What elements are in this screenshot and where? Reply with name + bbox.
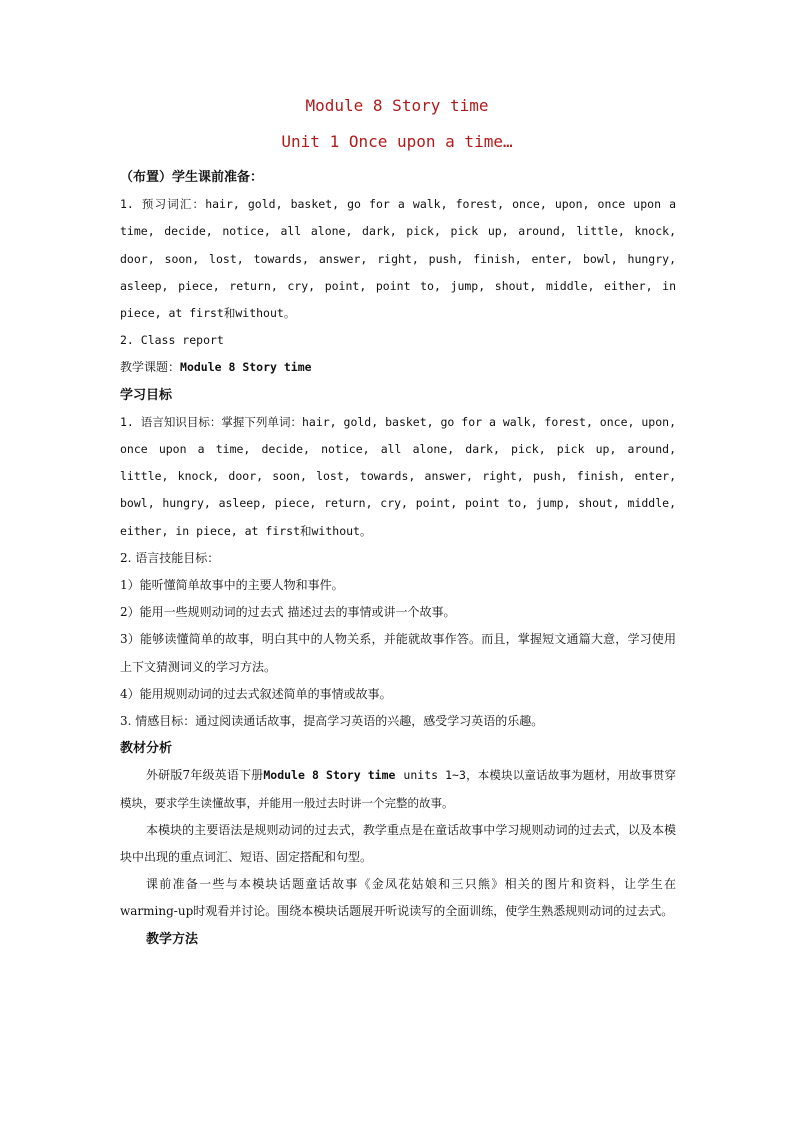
- module-title: Module 8 Story time: [305, 96, 489, 115]
- skill-item-1: 1）能听懂简单故事中的主要人物和事件。: [120, 578, 344, 593]
- analysis-heading: 教材分析: [120, 741, 173, 757]
- lesson-topic-value: Module 8 Story time: [180, 360, 312, 375]
- objectives-heading: 学习目标: [120, 387, 173, 403]
- analysis-paragraph-2: 本模块的主要语法是规则动词的过去式，教学重点是在童话故事中学习规则动词的过去式，以及本模块中出现的重点词汇、短语、固定搭配和句型。: [120, 822, 676, 865]
- skill-item-4: 4）能用规则动词的过去式叙述简单的事情或故事。: [120, 686, 392, 701]
- skill-item-3: 3）能够读懂简单的故事，明白其中的人物关系，并能就故事作答。而且，掌握短文通篇大意，学习使用上下文猜测词义的学习方法。: [120, 632, 676, 674]
- prep-item-report: 2. Class report: [120, 333, 224, 348]
- analysis-p1-text-c: units 1~3，本模块以童话故事为题材，用故事贯穿模块，要求学生读懂故事，并能用一般过去时讲一个完整的故事。: [120, 768, 676, 810]
- analysis-p1-module: Module 8 Story time: [263, 768, 396, 783]
- prep-heading: （布置）学生课前准备：: [120, 170, 264, 185]
- skill-item-2: 2）能用一些规则动词的过去式 描述过去的事情或讲一个故事。: [120, 605, 456, 620]
- method-heading: 教学方法: [146, 931, 199, 947]
- prep-item-vocab: 1. 预习词汇：hair, gold, basket, go for a walk, forest, once, upon, once upon a time, decide, notice, all alone, dark, pick, pick up, around, little, knock, door, soon, lost, towards, answer, right, push, finish, enter, bowl, hungry, asleep, piece, return, cry, point, point to, jump, shout, middle, either, in piece, at first和without。: [120, 197, 676, 321]
- objective-knowledge: 1. 语言知识目标：掌握下列单词：hair, gold, basket, go for a walk, forest, once, upon, once upon a time, decide, notice, all alone, dark, pick, pick up, around, little, knock, door, soon, lost, towards, answer, right, push, finish, enter, bowl, hungry, asleep, piece, return, cry, point, point to, jump, shout, middle, either, in piece, at first和without。: [120, 414, 676, 538]
- lesson-topic: [120, 354, 676, 381]
- lesson-topic-label: 教学课题：: [120, 360, 181, 375]
- unit-title: Unit 1 Once upon a time…: [281, 132, 513, 151]
- objective-skills: 2. 语言技能目标：: [120, 550, 220, 565]
- analysis-p1-text-a: 外研版7年级英语下册: [146, 768, 264, 783]
- prep-section: [120, 164, 676, 953]
- objective-emotion: 3. 情感目标：通过阅读通话故事，提高学习英语的兴趣，感受学习英语的乐趣。: [120, 714, 544, 729]
- analysis-paragraph-3: 课前准备一些与本模块话题童话故事《金凤花姑娘和三只熊》相关的图片和资料，让学生在warming-up时观看并讨论。围绕本模块话题展开听说读写的全面训练，使学生熟悉规则动词的过去式。: [120, 877, 676, 919]
- analysis-paragraph-1: [120, 762, 676, 816]
